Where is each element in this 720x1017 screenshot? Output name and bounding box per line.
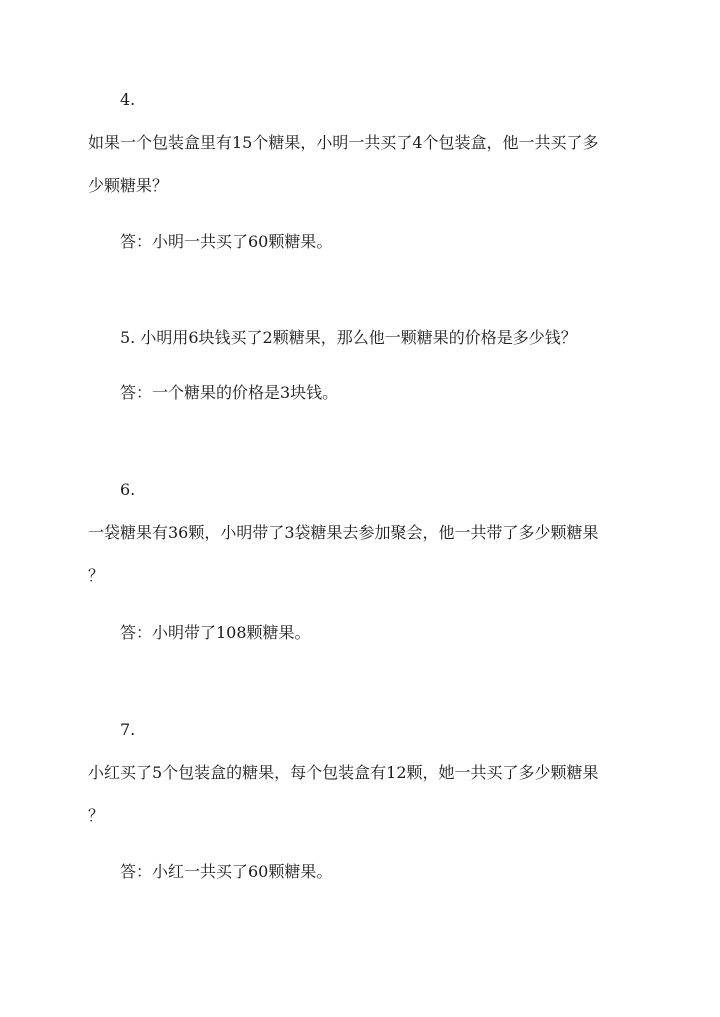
problem-6-number: 6. <box>120 480 136 499</box>
problem-7-question-line-1: 小红买了5个包装盒的糖果，每个包装盒有12颗，她一共买了多少颗糖果 <box>88 763 599 782</box>
problem-7-number: 7. <box>120 720 136 739</box>
problem-4-question-line-2: 少颗糖果？ <box>88 176 169 195</box>
problem-7-question-line-2: ？ <box>88 806 105 825</box>
problem-5-answer: 答：一个糖果的价格是3块钱。 <box>120 383 339 402</box>
problem-6-question-line-1: 一袋糖果有36颗，小明带了3袋糖果去参加聚会，他一共带了多少颗糖果 <box>88 523 599 542</box>
problem-4-number: 4. <box>120 90 136 109</box>
problem-6-answer: 答：小明带了108颗糖果。 <box>120 623 311 642</box>
problem-6-question-line-2: ？ <box>88 566 105 585</box>
problem-4-question-line-1: 如果一个包装盒里有15个糖果，小明一共买了4个包装盒，他一共买了多 <box>88 133 599 152</box>
problem-7-answer: 答：小红一共买了60颗糖果。 <box>120 862 333 881</box>
problem-4-answer: 答：小明一共买了60颗糖果。 <box>120 232 333 251</box>
problem-5-question: 5. 小明用6块钱买了2颗糖果，那么他一颗糖果的价格是多少钱？ <box>120 328 577 347</box>
